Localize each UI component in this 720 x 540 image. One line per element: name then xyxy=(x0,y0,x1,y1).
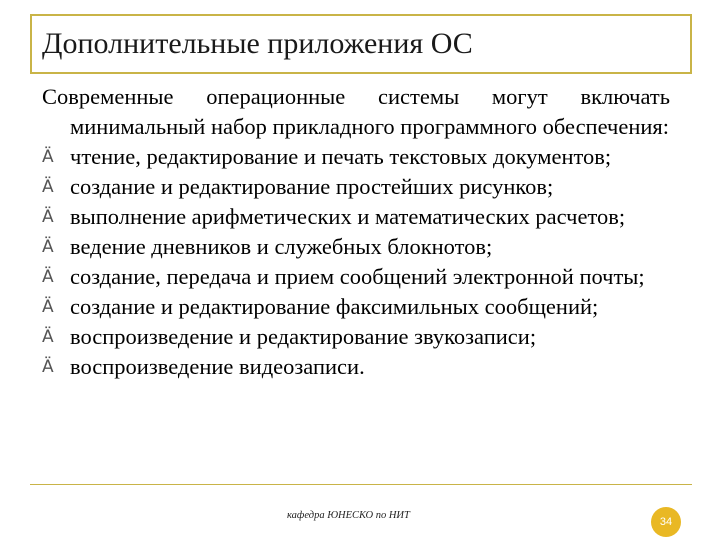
title-frame-right-line xyxy=(690,14,692,74)
bullet-list xyxy=(42,142,670,382)
bullet-icon: Ä xyxy=(42,297,54,317)
bullet-icon: Ä xyxy=(42,147,54,167)
intro-paragraph: Современные операционные системы могут включать минимальный набор прикладного программного обеспечения: xyxy=(42,84,670,139)
footer-divider xyxy=(30,484,692,485)
list-item xyxy=(42,172,670,202)
slide-title: Дополнительные приложения ОС xyxy=(42,27,473,60)
bullet-icon: Ä xyxy=(42,207,54,227)
bullet-text: ведение дневников и служебных блокнотов; xyxy=(70,234,493,259)
footer-caption: кафедра ЮНЕСКО по НИТ xyxy=(287,510,410,521)
page-number-badge: 34 xyxy=(651,507,681,537)
list-item xyxy=(42,232,670,262)
slide-content xyxy=(42,82,670,382)
bullet-text: выполнение арифметических и математических расчетов; xyxy=(70,204,626,229)
bullet-icon: Ä xyxy=(42,237,54,257)
list-item xyxy=(42,292,670,322)
bullet-text: воспроизведение и редактирование звукозаписи; xyxy=(70,324,537,349)
bullet-text: воспроизведение видеозаписи. xyxy=(70,354,365,379)
bullet-text: создание и редактирование простейших рисунков; xyxy=(70,174,554,199)
bullet-text: создание и редактирование факсимильных сообщений; xyxy=(70,294,599,319)
list-item xyxy=(42,202,670,232)
title-frame-left-line xyxy=(30,14,32,72)
title-frame-top-line xyxy=(30,14,692,16)
list-item xyxy=(42,352,670,382)
list-item xyxy=(42,262,670,292)
bullet-icon: Ä xyxy=(42,177,54,197)
bullet-icon: Ä xyxy=(42,357,54,377)
title-frame-bottom-line xyxy=(30,72,692,74)
bullet-text: чтение, редактирование и печать текстовых документов; xyxy=(70,144,612,169)
bullet-icon: Ä xyxy=(42,267,54,287)
list-item xyxy=(42,142,670,172)
bullet-text: создание, передача и прием сообщений электронной почты; xyxy=(70,264,645,289)
bullet-icon: Ä xyxy=(42,327,54,347)
list-item xyxy=(42,322,670,352)
